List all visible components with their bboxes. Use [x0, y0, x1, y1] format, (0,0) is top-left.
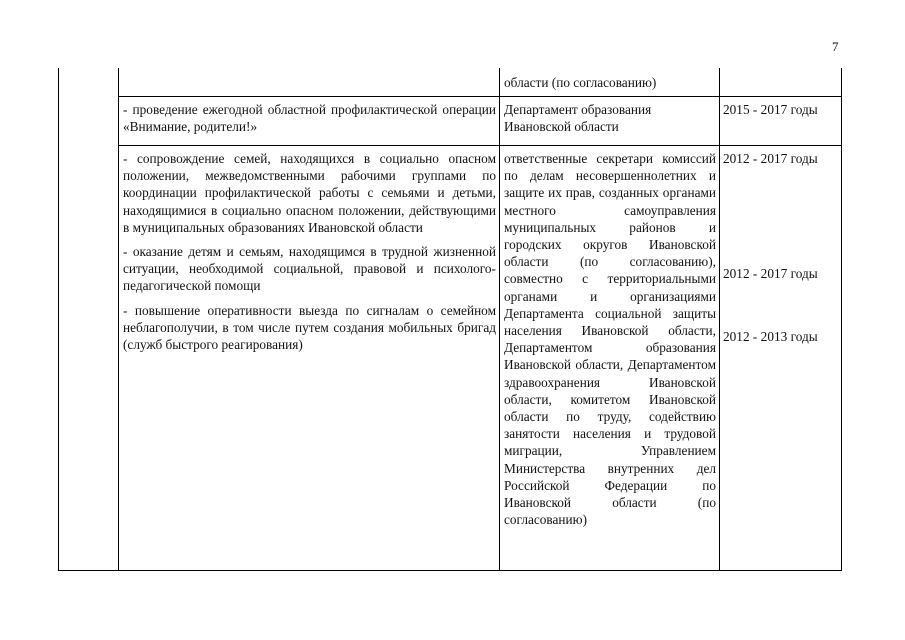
row-2-executor-line-1: Департамент образования [504, 102, 652, 117]
table-border-bottom [58, 570, 842, 571]
row-2-executor-line-2: Ивановской области [504, 119, 619, 134]
column-divider-2 [499, 68, 500, 570]
row-2-measure: - проведение ежегодной областной профилактической операции «Внимание, родители!» [123, 102, 496, 135]
table-border-right [841, 68, 842, 570]
column-divider-3 [719, 68, 720, 570]
row-3-measures [123, 150, 496, 360]
row-2-period: 2015 - 2017 годы [723, 102, 818, 117]
row-1-executor: области (по согласованию) [504, 75, 657, 90]
row-divider-2 [118, 145, 842, 146]
measure-family-support: - сопровождение семей, находящихся в социально опасном положении, межведомственными рабочими группами по координации профилактической работы с семьями и детьми, находящимися в социально опасном положении, действующими в муниципальных образованиях Ивановской области [123, 151, 496, 235]
column-divider-1 [118, 68, 119, 570]
row-3-period-2: 2012 - 2017 годы [723, 266, 818, 281]
page-number: 7 [832, 39, 839, 54]
measure-rapid-response: - повышение оперативности выезда по сигналам о семейном неблагополучии, в том числе путем создания мобильных бригад (служб быстрого реагирования) [123, 302, 496, 353]
measure-assistance: - оказание детям и семьям, находящимся в трудной жизненной ситуации, необходимой социальной, правовой и психолого-педагогической помощи [123, 244, 496, 294]
row-3-period-3: 2012 - 2013 годы [723, 329, 818, 344]
table-border-left [58, 68, 59, 570]
row-3-period-1: 2012 - 2017 годы [723, 151, 818, 166]
row-divider-1 [118, 96, 842, 97]
row-3-executor: ответственные секретари комиссий по делам несовершеннолетних и защите их прав, созданных органами местного самоуправления муниципальных районов и городских округов Ивановской области (по согласованию), совместно с территориальными органами и организациями Департамента социальной защиты населения Ивановской области, Департаментом образования Ивановской области, Департаментом здравоохранения Ивановской области, комитетом Ивановской области по труду, содействию занятости населения и трудовой миграции, Управлением Министерства внутренних дел Российской Федерации по Ивановской области (по согласованию) [504, 151, 716, 528]
